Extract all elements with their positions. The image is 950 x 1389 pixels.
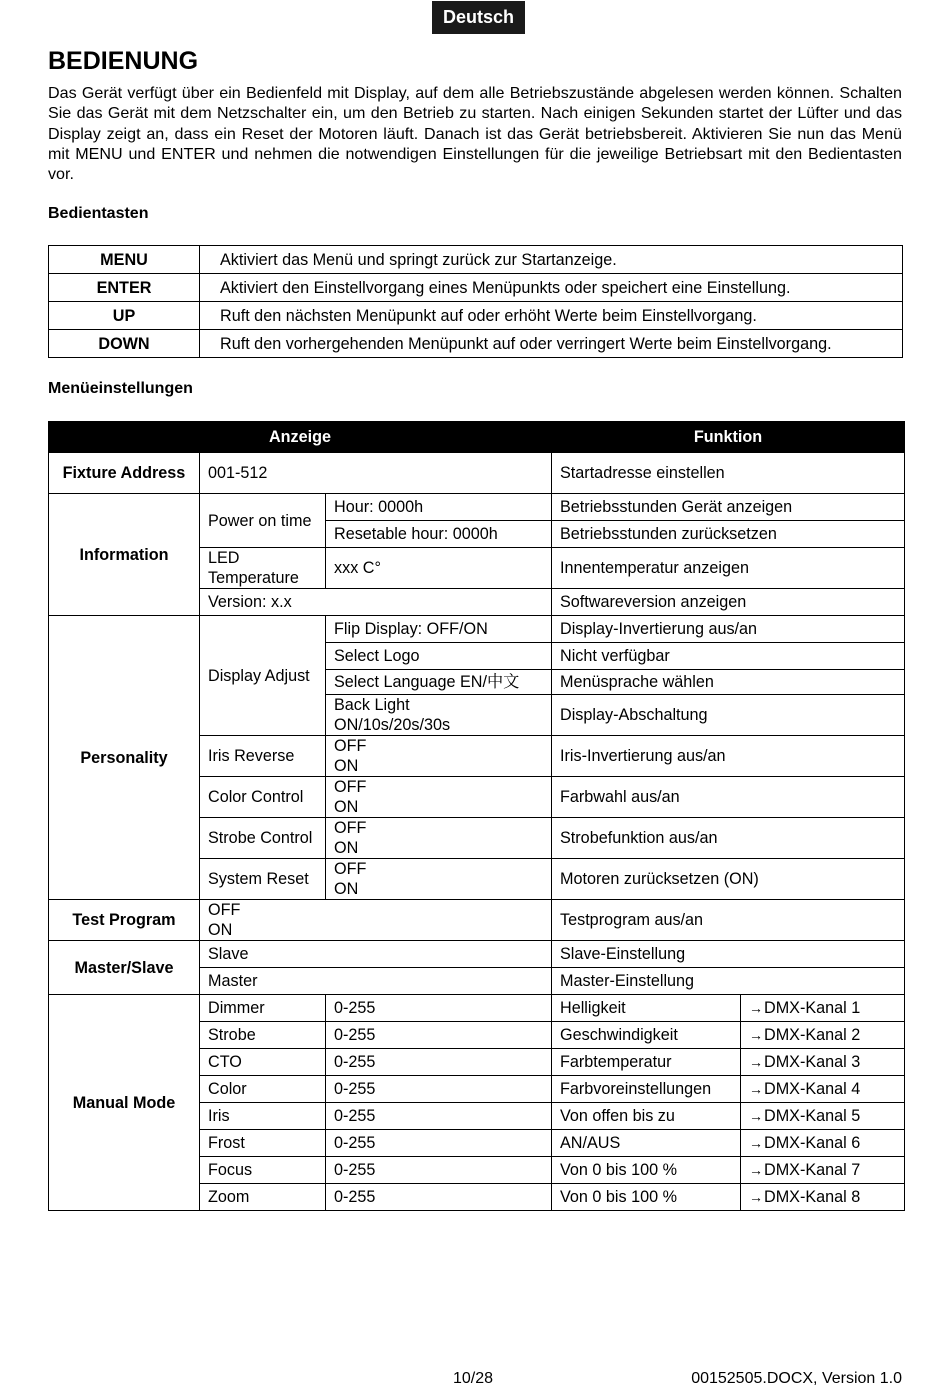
- cell-function: Geschwindigkeit: [552, 1022, 741, 1049]
- cell-value: 0-255: [326, 1157, 552, 1184]
- cell-value: Master: [200, 968, 552, 995]
- arrow-right-icon: →: [749, 1135, 763, 1151]
- cell-item: Focus: [200, 1157, 326, 1184]
- cell-item: Color Control: [200, 777, 326, 818]
- table-row: [49, 900, 905, 941]
- col-function-header: Funktion: [552, 422, 905, 453]
- doc-version: 00152505.DOCX, Version 1.0: [691, 1370, 902, 1387]
- cell-value: 0-255: [326, 1022, 552, 1049]
- cell-value: OFF ON: [326, 736, 552, 777]
- page-title: BEDIENUNG: [48, 47, 199, 75]
- cell-function: Farbvoreinstellungen: [552, 1076, 741, 1103]
- cell-item: Strobe: [200, 1022, 326, 1049]
- table-row: [49, 494, 905, 521]
- keys-table: [48, 245, 903, 358]
- cell-function: Nicht verfügbar: [552, 643, 905, 670]
- cell-item: Zoom: [200, 1184, 326, 1211]
- cell-function: Strobefunktion aus/an: [552, 818, 905, 859]
- cell-function: Innentemperatur anzeigen: [552, 548, 905, 589]
- cell-value: OFF ON: [326, 777, 552, 818]
- intro-paragraph: Das Gerät verfügt über ein Bedienfeld mit Display, auf dem alle Betriebszustände abgelesen werden können. Schalten Sie das Gerät mit dem Netzschalter ein, um den Betrieb zu starten. Nach einigen Sekunden startet der Lüfter und das Display zeigt an, dass ein Reset der Motoren läuft. Danach ist das Gerät betriebsbereit. Aktivieren Sie nun das Menü mit MENU und ENTER und nehmen die notwendigen Einstellungen für die jeweilige Betriebsart mit den Bedientasten vor.: [48, 84, 902, 184]
- cell-function: Farbwahl aus/an: [552, 777, 905, 818]
- cell-value: xxx C°: [326, 548, 552, 589]
- cell-function: AN/AUS: [552, 1130, 741, 1157]
- cell-value: Resetable hour: 0000h: [326, 521, 552, 548]
- cell-channel: →DMX-Kanal 4: [741, 1076, 905, 1103]
- cell-item: Power on time: [200, 494, 326, 548]
- arrow-right-icon: →: [749, 1108, 763, 1124]
- cell-value: 001-512: [200, 453, 552, 494]
- cell-function: Testprogram aus/an: [552, 900, 905, 941]
- cell-item: Iris Reverse: [200, 736, 326, 777]
- cell-channel: →DMX-Kanal 7: [741, 1157, 905, 1184]
- key-name: MENU: [49, 246, 200, 274]
- cell-function: Helligkeit: [552, 995, 741, 1022]
- cell-function: Von 0 bis 100 %: [552, 1184, 741, 1211]
- key-name: UP: [49, 302, 200, 330]
- cell-value: 0-255: [326, 1076, 552, 1103]
- cell-item: LED Temperature: [200, 548, 326, 589]
- cell-value: Select Language EN/中文: [326, 670, 552, 695]
- cell-value: OFF ON: [326, 818, 552, 859]
- cell-value: 0-255: [326, 995, 552, 1022]
- cell-channel: →DMX-Kanal 2: [741, 1022, 905, 1049]
- cell-channel: →DMX-Kanal 8: [741, 1184, 905, 1211]
- key-name: ENTER: [49, 274, 200, 302]
- cell-function: Iris-Invertierung aus/an: [552, 736, 905, 777]
- keys-heading: Bedientasten: [48, 205, 149, 222]
- cell-value: 0-255: [326, 1184, 552, 1211]
- cell-function: Slave-Einstellung: [552, 941, 905, 968]
- table-row: [49, 274, 903, 302]
- language-badge: Deutsch: [432, 1, 525, 34]
- arrow-right-icon: →: [749, 1027, 763, 1043]
- cell-item: System Reset: [200, 859, 326, 900]
- cell-item: Frost: [200, 1130, 326, 1157]
- cell-channel: →DMX-Kanal 3: [741, 1049, 905, 1076]
- key-desc: Aktiviert den Einstellvorgang eines Menüpunkts oder speichert eine Einstellung.: [200, 274, 903, 302]
- cell-function: Softwareversion anzeigen: [552, 589, 905, 616]
- arrow-right-icon: →: [749, 1189, 763, 1205]
- key-desc: Ruft den vorhergehenden Menüpunkt auf oder verringert Werte beim Einstellvorgang.: [200, 330, 903, 358]
- cell-function: Display-Invertierung aus/an: [552, 616, 905, 643]
- cell-function: Motoren zurücksetzen (ON): [552, 859, 905, 900]
- cell-item: Dimmer: [200, 995, 326, 1022]
- cell-value: Select Logo: [326, 643, 552, 670]
- cell-channel: →DMX-Kanal 5: [741, 1103, 905, 1130]
- category-test-program: Test Program: [49, 900, 200, 941]
- cell-value: OFF ON: [326, 859, 552, 900]
- cell-function: Startadresse einstellen: [552, 453, 905, 494]
- table-row: [49, 453, 905, 494]
- key-desc: Aktiviert das Menü und springt zurück zur Startanzeige.: [200, 246, 903, 274]
- table-row: [49, 330, 903, 358]
- table-row: [49, 616, 905, 643]
- category-master-slave: Master/Slave: [49, 941, 200, 995]
- cell-channel: →DMX-Kanal 6: [741, 1130, 905, 1157]
- key-name: DOWN: [49, 330, 200, 358]
- page-number: 10/28: [453, 1370, 494, 1387]
- table-row: [49, 246, 903, 274]
- menu-table: [48, 421, 905, 1211]
- cell-value: Hour: 0000h: [326, 494, 552, 521]
- arrow-right-icon: →: [749, 1162, 763, 1178]
- table-header-row: [49, 422, 905, 453]
- arrow-right-icon: →: [749, 1081, 763, 1097]
- cell-item: Strobe Control: [200, 818, 326, 859]
- cell-value: Flip Display: OFF/ON: [326, 616, 552, 643]
- category-personality: Personality: [49, 616, 200, 900]
- table-row: [49, 941, 905, 968]
- cell-value: 0-255: [326, 1049, 552, 1076]
- cell-function: Farbtemperatur: [552, 1049, 741, 1076]
- cell-value: 0-255: [326, 1130, 552, 1157]
- key-desc: Ruft den nächsten Menüpunkt auf oder erhöht Werte beim Einstellvorgang.: [200, 302, 903, 330]
- category-manual-mode: Manual Mode: [49, 995, 200, 1211]
- cell-value: Slave: [200, 941, 552, 968]
- table-row: [49, 995, 905, 1022]
- cell-value: 0-255: [326, 1103, 552, 1130]
- cell-value: Back Light ON/10s/20s/30s: [326, 695, 552, 736]
- cell-function: Von 0 bis 100 %: [552, 1157, 741, 1184]
- cell-function: Menüsprache wählen: [552, 670, 905, 695]
- menu-heading: Menüeinstellungen: [48, 380, 193, 397]
- cell-item: Display Adjust: [200, 616, 326, 736]
- cell-channel: →DMX-Kanal 1: [741, 995, 905, 1022]
- cell-function: Von offen bis zu: [552, 1103, 741, 1130]
- category-fixture-address: Fixture Address: [49, 453, 200, 494]
- cell-value: OFF ON: [200, 900, 552, 941]
- arrow-right-icon: →: [749, 1054, 763, 1070]
- cell-item: Iris: [200, 1103, 326, 1130]
- col-display-header: Anzeige: [49, 422, 552, 453]
- cell-item: Color: [200, 1076, 326, 1103]
- cell-function: Master-Einstellung: [552, 968, 905, 995]
- cell-value: Version: x.x: [200, 589, 552, 616]
- category-information: Information: [49, 494, 200, 616]
- arrow-right-icon: →: [749, 1000, 763, 1016]
- cell-function: Display-Abschaltung: [552, 695, 905, 736]
- cell-function: Betriebsstunden Gerät anzeigen: [552, 494, 905, 521]
- table-row: [49, 302, 903, 330]
- cell-function: Betriebsstunden zurücksetzen: [552, 521, 905, 548]
- cell-item: CTO: [200, 1049, 326, 1076]
